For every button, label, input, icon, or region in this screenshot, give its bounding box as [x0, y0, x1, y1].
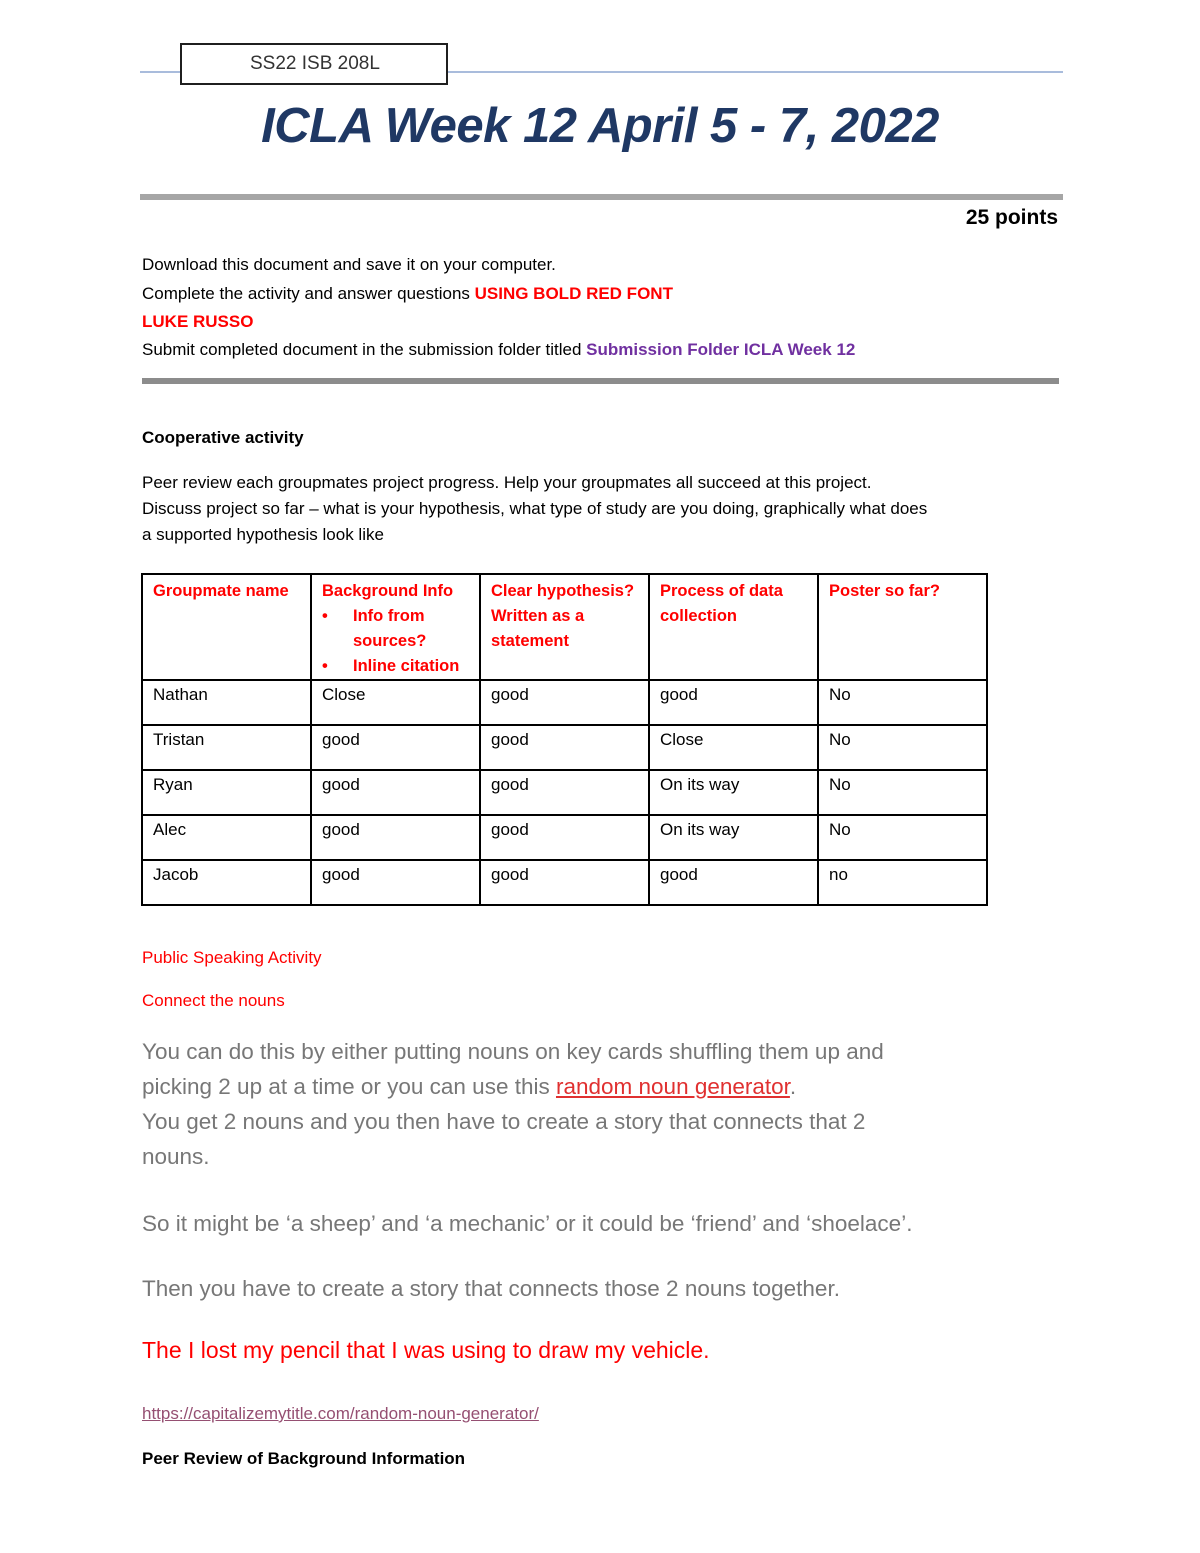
header-poster: Poster so far?: [818, 574, 987, 680]
table-cell: Alec: [142, 815, 311, 860]
header-clear-hypothesis: Clear hypothesis? Written as a statement: [480, 574, 649, 680]
nouns-line-3: You get 2 nouns and you then have to create a story that connects that 2: [142, 1109, 866, 1134]
divider-top: [140, 194, 1063, 200]
nouns-line-1: You can do this by either putting nouns on key cards shuffling them up and: [142, 1039, 884, 1064]
header-background-info: [311, 574, 480, 680]
table-cell: good: [480, 680, 649, 725]
nouns-line-2-end: .: [789, 1074, 797, 1099]
table-cell: good: [649, 860, 818, 905]
peer-review-table: [141, 573, 988, 906]
course-code-box: [180, 43, 448, 85]
instruction-emphasis: USING BOLD RED FONT: [474, 284, 673, 303]
table-cell: no: [818, 860, 987, 905]
cooperative-line-2: Discuss project so far – what is your hypothesis, what type of study are you doing, graphically what does: [142, 499, 928, 518]
instruction-submit: [142, 340, 855, 360]
instruction-complete: [142, 284, 673, 304]
table-row: [142, 725, 987, 770]
header-background-label: Background Info: [322, 582, 454, 600]
noun-generator-url-link[interactable]: https://capitalizemytitle.com/random-noun-generator/: [142, 1404, 539, 1423]
bullet-inline-citation: • Inline citation: [353, 654, 469, 679]
connect-nouns-heading: Connect the nouns: [142, 991, 285, 1010]
table-cell: good: [311, 770, 480, 815]
student-name: LUKE RUSSO: [142, 312, 254, 331]
peer-review-heading: Peer Review of Background Information: [142, 1449, 466, 1468]
table-cell: No: [818, 680, 987, 725]
table-cell: good: [480, 860, 649, 905]
header-background-bullets: [322, 604, 469, 679]
table-cell: good: [311, 860, 480, 905]
table-cell: Nathan: [142, 680, 311, 725]
nouns-example: So it might be ‘a sheep’ and ‘a mechanic’ or it could be ‘friend’ and ‘shoelace’.: [142, 1211, 913, 1236]
public-speaking-heading: Public Speaking Activity: [142, 948, 322, 967]
nouns-line-4: nouns.: [142, 1144, 210, 1169]
table-cell: On its way: [649, 815, 818, 860]
table-cell: No: [818, 815, 987, 860]
divider-bottom: [142, 378, 1059, 384]
table-cell: Close: [311, 680, 480, 725]
points-label: 25 points: [965, 206, 1058, 229]
header-process-data: Process of data collection: [649, 574, 818, 680]
table-row: [142, 770, 987, 815]
bullet-info-sources: • Info from sources?: [353, 604, 469, 654]
nouns-line-2-text: picking 2 up at a time or you can use this: [142, 1074, 556, 1099]
nouns-instructions: [142, 1034, 1062, 1174]
page-title: ICLA Week 12 April 5 - 7, 2022: [261, 99, 939, 153]
table-cell: No: [818, 770, 987, 815]
table-row: [142, 680, 987, 725]
nouns-story-instruction: Then you have to create a story that connects those 2 nouns together.: [142, 1276, 840, 1301]
instruction-submit-text: Submit completed document in the submission folder titled: [142, 340, 587, 359]
table-cell: good: [311, 725, 480, 770]
table-cell: good: [480, 770, 649, 815]
table-cell: Ryan: [142, 770, 311, 815]
instruction-download: Download this document and save it on your computer.: [142, 255, 556, 274]
random-noun-generator-link[interactable]: random noun generator: [555, 1074, 790, 1099]
table-header-row: [142, 574, 987, 680]
table-cell: On its way: [649, 770, 818, 815]
table-cell: Tristan: [142, 725, 311, 770]
student-story-answer: The I lost my pencil that I was using to draw my vehicle.: [142, 1337, 710, 1363]
nouns-line-2: [142, 1069, 1062, 1104]
cooperative-line-3: a supported hypothesis look like: [142, 525, 384, 544]
course-code: SS22 ISB 208L: [250, 53, 380, 74]
table-cell: good: [480, 725, 649, 770]
table-cell: good: [480, 815, 649, 860]
table-cell: good: [649, 680, 818, 725]
table-row: [142, 860, 987, 905]
instruction-complete-text: Complete the activity and answer questions: [142, 284, 475, 303]
header-groupmate-name: Groupmate name: [142, 574, 311, 680]
table-cell: No: [818, 725, 987, 770]
table-cell: Close: [649, 725, 818, 770]
submission-folder-name: Submission Folder ICLA Week 12: [586, 340, 856, 359]
table-cell: good: [311, 815, 480, 860]
cooperative-line-1: Peer review each groupmates project progress. Help your groupmates all succeed at this project.: [142, 473, 872, 492]
table-row: [142, 815, 987, 860]
table-cell: Jacob: [142, 860, 311, 905]
cooperative-heading: Cooperative activity: [142, 428, 304, 447]
